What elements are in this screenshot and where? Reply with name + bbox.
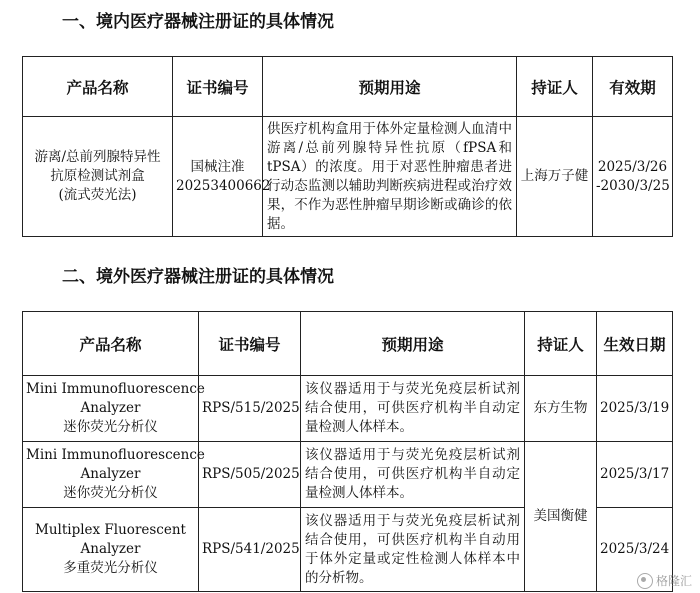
product-name-line: 抗原检测试剂盒 (50, 168, 145, 184)
product-name-cell (23, 508, 199, 592)
product-name-cell (23, 442, 205, 508)
watermark-logo-icon (637, 573, 653, 589)
holder-cell-merged: 美国衡健 (525, 442, 597, 592)
header-intended-use: 预期用途 (301, 312, 525, 376)
product-name-line: 多重荧光分析仪 (63, 560, 158, 576)
cert-number-line: 20253400662 (176, 177, 271, 194)
section-1-heading: 一、境内医疗器械注册证的具体情况 (62, 12, 334, 32)
product-name-line: Mini Immunofluorescence (26, 447, 205, 463)
header-holder: 持证人 (525, 312, 597, 376)
validity-line: -2030/3/25 (596, 177, 670, 194)
product-name-line: Analyzer (80, 541, 141, 557)
product-name-cell (23, 376, 205, 442)
cert-number-cell: RPS/541/2025 (199, 508, 301, 592)
watermark-text: 格隆汇 (655, 574, 692, 588)
cert-number-line: 国械注准 (190, 158, 245, 175)
cert-number-cell: RPS/515/2025 (199, 376, 301, 442)
product-name-cell (23, 117, 173, 237)
validity-cell (593, 117, 673, 237)
header-effective-date: 生效日期 (597, 312, 673, 376)
table-header-row (23, 312, 673, 376)
table-row (23, 376, 673, 442)
overseas-registration-table (22, 311, 673, 592)
intended-use-cell: 该仪器适用于与荧光免疫层析试剂结合使用，可供医疗机构半自动定量检测人体样本。 (301, 376, 525, 442)
table-row (23, 442, 673, 508)
intended-use-cell: 该仪器适用于与荧光免疫层析试剂结合使用，可供医疗机构半自动定量检测人体样本。 (301, 442, 525, 508)
domestic-registration-table (22, 56, 673, 237)
product-name-line: 迷你荧光分析仪 (63, 419, 158, 435)
header-product-name: 产品名称 (23, 57, 173, 117)
product-name-line: Analyzer (80, 466, 141, 482)
header-product-name: 产品名称 (23, 312, 199, 376)
product-name-line: Analyzer (80, 400, 141, 416)
validity-line: 2025/3/26 (597, 158, 668, 175)
intended-use-cell: 供医疗机构盒用于体外定量检测人血清中游离/总前列腺特异性抗原（fPSA和tPSA）的浓度。用于对恶性肿瘤患者进行动态监测以辅助判断疾病进程或治疗效果，不作为恶性肿瘤早期诊断或确诊的依据。 (263, 117, 517, 237)
table-header-row (23, 57, 673, 117)
product-name-line: (流式荧光法) (58, 187, 137, 203)
header-holder: 持证人 (517, 57, 593, 117)
cert-number-cell: RPS/505/2025 (199, 442, 301, 508)
product-name-line: Mini Immunofluorescence (26, 381, 205, 397)
holder-cell: 东方生物 (525, 376, 597, 442)
header-cert-number: 证书编号 (199, 312, 301, 376)
holder-cell: 上海万子健 (517, 117, 593, 237)
watermark (637, 572, 692, 589)
product-name-line: 游离/总前列腺特异性 (34, 149, 161, 165)
effective-date-cell: 2025/3/19 (597, 376, 673, 442)
section-2-heading: 二、境外医疗器械注册证的具体情况 (62, 267, 334, 287)
product-name-line: Multiplex Fluorescent (35, 522, 186, 538)
header-intended-use: 预期用途 (263, 57, 517, 117)
table-row (23, 117, 673, 237)
intended-use-cell: 该仪器适用于与荧光免疫层析试剂结合使用，可供医疗机构半自动用于体外定量或定性检测人体样本中的分析物。 (301, 508, 525, 592)
header-cert-number: 证书编号 (173, 57, 263, 117)
effective-date-cell: 2025/3/17 (597, 442, 673, 508)
cert-number-cell (173, 117, 271, 237)
product-name-line: 迷你荧光分析仪 (63, 485, 158, 501)
header-validity: 有效期 (593, 57, 673, 117)
effective-date-cell: 2025/3/24 (597, 508, 673, 592)
